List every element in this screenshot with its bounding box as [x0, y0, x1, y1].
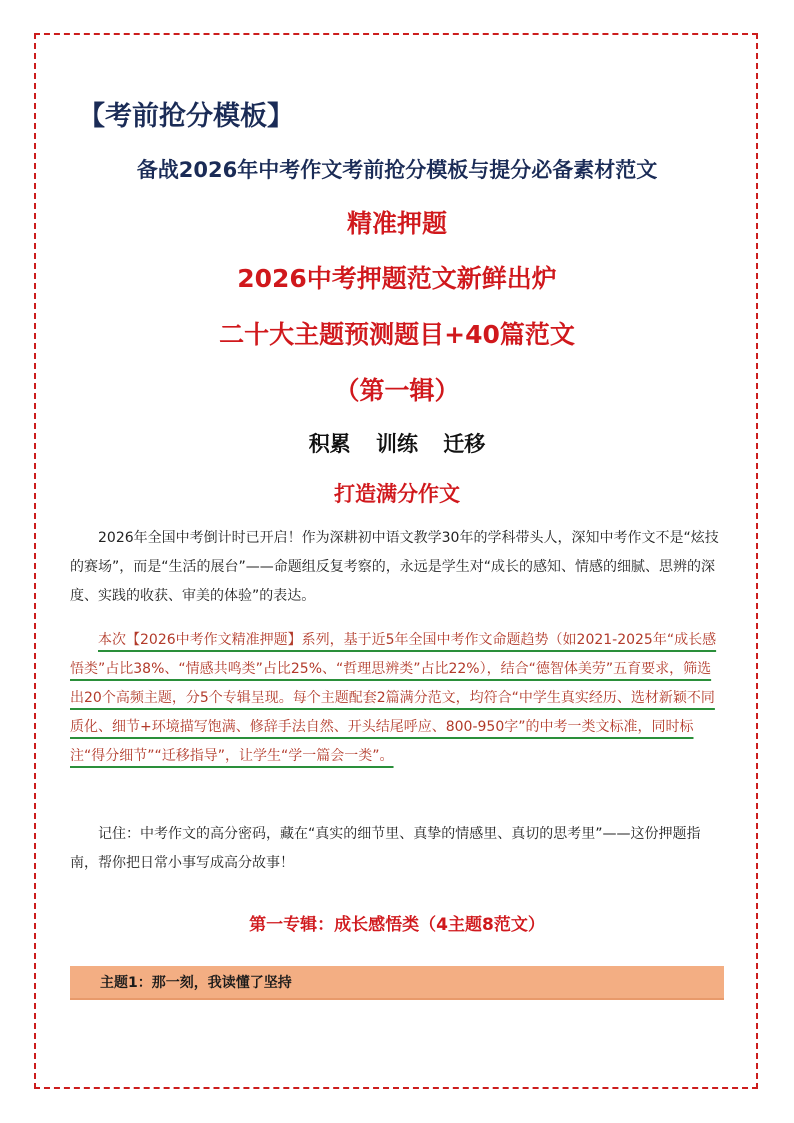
title-line-4: （第一辑） [334, 376, 460, 405]
doc-tag: 【考前抢分模板】 [78, 101, 294, 132]
theme-bar [70, 966, 724, 1000]
reminder-paragraph: 记住：中考作文的高分密码，藏在“真实的细节里、真挚的情感里、真切的思考里”——这份押题指南，帮你把日常小事写成高分故事！ [70, 826, 701, 871]
series-paragraph-text: 本次【2026中考作文精准押题】系列，基于近5年全国中考作文命题趋势（如2021-2025年“成长感悟类”占比38%、“情感共鸣类”占比25%、“哲理思辨类”占比22%），结合“德智体美劳”五育要求，筛选出20个高频主题，分5个专辑呈现。每个主题配套2篇满分范文，均符合“中学生真实经历、选材新颖不同质化、细节+环境描写饱满、修辞手法自然、开头结尾呼应、800-950字”的中考一类文标准，同时标注“得分细节”“迁移指导”，让学生“学一篇会一类”。 [70, 632, 717, 764]
intro-paragraph: 2026年全国中考倒计时已开启！作为深耕初中语文教学30年的学科带头人，深知中考作文不是“炫技的赛场”，而是“生活的展台”——命题组反复考察的，永远是学生对“成长的感知、情感的细腻、思辨的深度、实践的收获、审美的体验”的表达。 [70, 530, 719, 604]
title-line-2: 2026中考押题范文新鲜出炉 [237, 264, 557, 293]
slogan-line: 打造满分作文 [334, 482, 460, 506]
doc-subtitle: 备战2026年中考作文考前抢分模板与提分必备素材范文 [136, 158, 658, 182]
keywords-line: 积累 训练 迁移 [308, 432, 486, 456]
theme-bar-label: 主题1：那一刻，我读懂了坚持 [100, 975, 292, 991]
series-paragraph [70, 626, 725, 771]
section-title: 第一专辑：成长感悟类（4主题8范文） [249, 915, 545, 935]
title-line-1: 精准押题 [346, 209, 447, 238]
title-line-3: 二十大主题预测题目+40篇范文 [219, 320, 575, 349]
